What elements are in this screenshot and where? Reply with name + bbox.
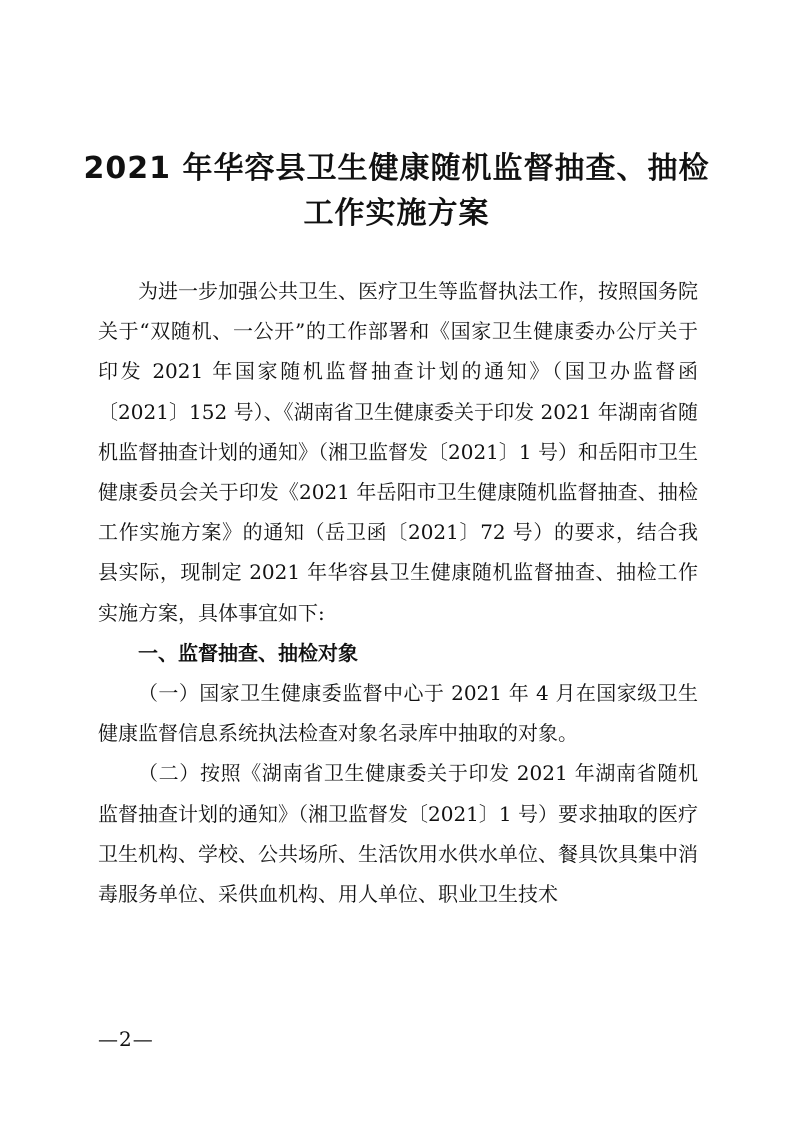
section-heading-1: 一、监督抽查、抽检对象	[138, 640, 358, 665]
item-paragraph-2: （二）按照《湖南省卫生健康委关于印发 2021 年湖南省随机监督抽查计划的通知》（湘卫监督发〔2021〕1 号）要求抽取的医疗卫生机构、学校、公共场所、生活饮用水供水单位、餐具饮具集中消毒服务单位、采供血机构、用人单位、职业卫生技术	[98, 761, 698, 907]
page-number: —2—	[98, 1027, 154, 1051]
document-body	[98, 271, 698, 914]
document-title-line-2: 工作实施方案	[303, 196, 490, 231]
item-paragraph-1: （一）国家卫生健康委监督中心于 2021 年 4 月在国家级卫生健康监督信息系统执法检查对象名录库中抽取的对象。	[98, 681, 698, 746]
document-title-line-1: 2021 年华容县卫生健康随机监督抽查、抽检	[83, 151, 710, 186]
intro-paragraph: 为进一步加强公共卫生、医疗卫生等监督执法工作，按照国务院关于“双随机、一公开”的工作部署和《国家卫生健康委办公厅关于印发 2021 年国家随机监督抽查计划的通知》（国卫办监督函〔2021〕152 号）、《湖南省卫生健康委关于印发 2021 年湖南省随机监督抽查计划的通知》（湘卫监督发〔2021〕1 号）和岳阳市卫生健康委员会关于印发《2021 年岳阳市卫生健康随机监督抽查、抽检工作实施方案》的通知（岳卫函〔2021〕72 号）的要求，结合我县实际，现制定 2021 年华容县卫生健康随机监督抽查、抽检工作实施方案，具体事宜如下:	[98, 279, 698, 625]
